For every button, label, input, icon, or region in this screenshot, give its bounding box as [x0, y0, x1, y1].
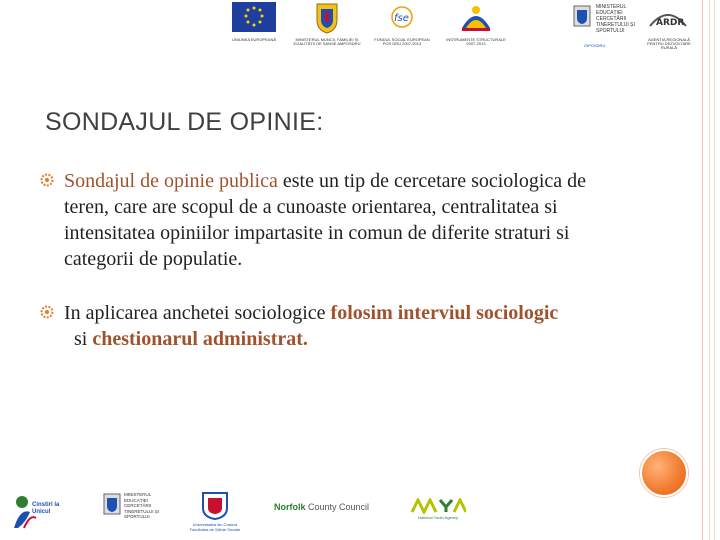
eu-caption: UNIUNEA EUROPEANĂ [231, 37, 276, 42]
fse-logo [388, 6, 416, 33]
norfolk-text-a: Norfolk [274, 502, 306, 512]
bullet-1-text: este un tip de cercetare sociologica de teren, care are scopul de a cunoaste orientarea, centralitatea si intensitatea opiniilor impartasite in comun de diferite straturi si categorii de populatie. [64, 170, 587, 270]
structural-instruments-logo [458, 2, 494, 39]
bullet-item-1 [40, 168, 600, 272]
eu-flag-logo [232, 2, 276, 37]
right-decorative-border [702, 0, 720, 540]
norfolk-logo [274, 502, 378, 516]
bullet-2-bold-b: chestionarul administrat. [92, 328, 308, 350]
bullet-1-highlight: Sondajul de opinie publica [64, 170, 278, 192]
oiposdru-label: OIPOSDRU [584, 43, 606, 48]
unicul-text: Cinstirl la Unicul [32, 502, 60, 515]
ministry-education-caption: MINISTERUL EDUCAȚIEI CERCETĂRII TINERETULUI ȘI SPORTULUI [596, 4, 635, 34]
ardr-text: ARDR [656, 18, 685, 28]
university-logo [188, 490, 242, 536]
orange-circle-decoration [640, 449, 688, 497]
ministry-education-logo [572, 4, 592, 35]
structural-caption: INSTRUMENTE STRUCTURALE 2007-2013 [446, 37, 506, 46]
bullet-2-text-a: In aplicarea anchetei sociologice [64, 302, 331, 324]
university-text: Universitatea din Craiova Facultatea de Științe Sociale [189, 522, 241, 532]
ministry-education-footer-logo [102, 492, 162, 522]
ardr-caption: AGENȚIA REGIONALĂ PENTRU DEZVOLTARE RURALĂ [647, 37, 691, 50]
ministry-caption: MINISTERUL MUNCII, FAMILIEI ȘI EGALITĂȚII DE ȘANSE AMPOSDRU [293, 37, 361, 46]
bullet-2-text-b: si [64, 328, 93, 350]
nya-logo [410, 498, 466, 522]
gear-bullet-icon [40, 173, 54, 187]
ministry-footer-text: MINISTERUL EDUCAȚIEI CERCETĂRII TINERETULUI ȘI SPORTULUI [124, 492, 160, 519]
nya-text: National Youth Agency [417, 515, 459, 520]
svg-text:fse: fse [394, 13, 409, 24]
bullet-2-bold-a: folosim interviul sociologic [330, 302, 559, 324]
gear-bullet-icon [40, 305, 54, 319]
ardr-logo [648, 6, 688, 35]
unicul-logo [10, 492, 66, 532]
ministry-coat-of-arms-logo [315, 0, 339, 39]
bullet-item-2 [40, 300, 600, 352]
bullet-list [40, 168, 600, 352]
slide-title: SONDAJUL DE OPINIE: [45, 108, 324, 136]
norfolk-text-b: County Council [305, 502, 370, 512]
fse-caption: FONDUL SOCIAL EUROPEAN POS DRU 2007-2013 [374, 37, 430, 46]
